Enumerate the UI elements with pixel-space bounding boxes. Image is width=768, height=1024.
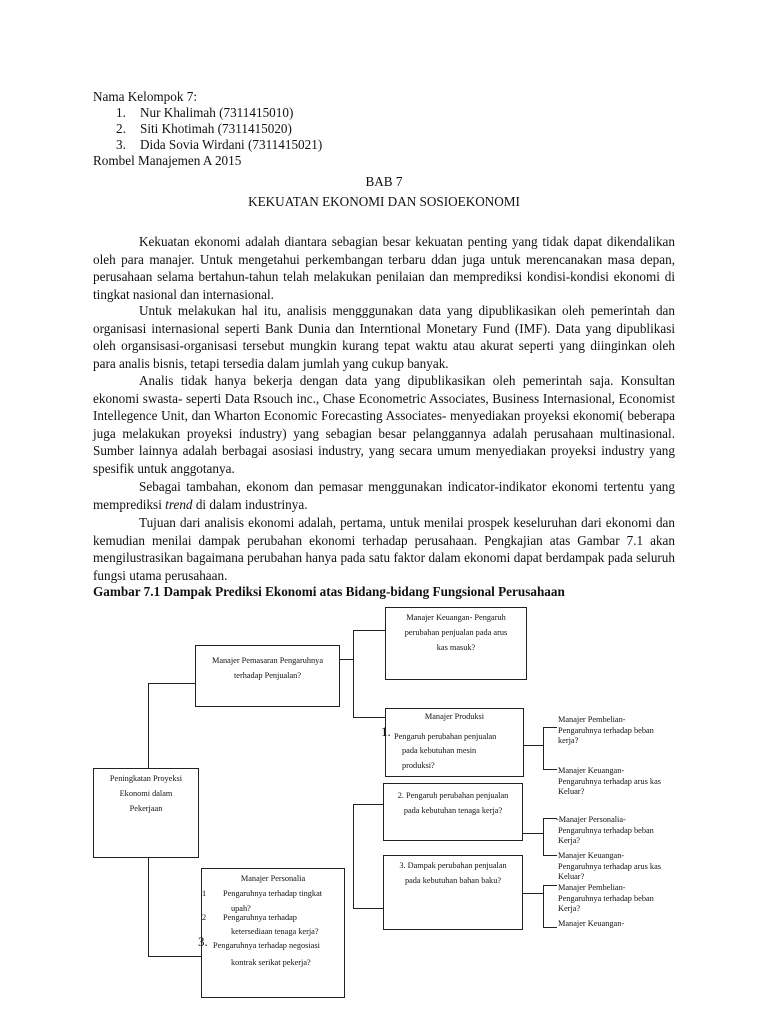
finance-line: kas masuk? — [436, 643, 476, 652]
production-num: 1. — [381, 724, 391, 739]
member-name: Nur Khalimah (7311415010) — [140, 105, 294, 120]
paragraph-4-italic: trend — [165, 496, 193, 512]
member-name: Dida Sovia Wirdani (7311415021) — [140, 137, 323, 152]
leaf-line: kerja? — [558, 736, 579, 745]
connector-line — [148, 683, 195, 684]
connector-line — [543, 727, 557, 728]
connector-line — [353, 908, 383, 909]
leaf-finance-1 — [558, 766, 661, 798]
personnel-line: Pengaruhnya terhadap — [223, 913, 297, 922]
leaf-finance-3 — [558, 919, 624, 930]
root-line: Pekerjaan — [129, 804, 163, 813]
leaf-line: Pengaruhnya terhadap beban — [558, 725, 654, 735]
personnel-num: 2 — [202, 913, 207, 922]
personnel-line: ketersediaan tenaga kerja? — [231, 927, 319, 936]
connector-line — [353, 630, 354, 717]
figure-caption: Gambar 7.1 Dampak Prediksi Ekonomi atas Bidang-bidang Fungsional Perusahaan — [93, 584, 565, 599]
personnel-title: Manajer Personalia — [240, 874, 306, 883]
leaf-line: Pengaruhnya terhadap beban — [558, 893, 654, 903]
personnel-manager-box — [198, 868, 345, 998]
leaf-line: Pengaruhnya terhadap arus kas — [558, 776, 661, 786]
personnel-num: 3. — [198, 934, 208, 949]
leaf-line: Manajer Pembelian- — [558, 715, 626, 724]
member-number: 2. — [116, 121, 126, 136]
production-title: Manajer Produksi — [424, 712, 485, 721]
connector-line — [543, 855, 557, 856]
paragraph-5: Tujuan dari analisis ekonomi adalah, pertama, untuk menilai prospek keseluruhan dari ekonomi dan kemudian menilai dampak perubahan ekonomi terhadap perusahaan. Pengkajian atas Gambar 7.1 akan mengilustrasikan bagaimana perubahan hanya pada satu faktor dalam ekonomi dapat berdampak pada seluruh fungsi utama perusahaan. — [93, 515, 675, 583]
personnel-line: kontrak serikat pekerja? — [231, 958, 311, 967]
leaf-line: Kerja? — [558, 836, 581, 845]
root-line: Peningkatan Proyeksi — [109, 774, 183, 783]
leaf-line: Manajer Keuangan- — [558, 766, 625, 775]
paragraph-4-text: Sebagai tambahan, ekonom dan pemasar menggunakan indicator-indikator ekonomi tertentu yang memprediksi — [93, 479, 675, 512]
marketing-line: terhadap Penjualan? — [233, 671, 302, 680]
connector-line — [543, 769, 557, 770]
connector-line — [543, 727, 544, 769]
leaf-line: Keluar? — [558, 787, 585, 796]
leaf-line: Kerja? — [558, 904, 581, 913]
member-name: Siti Khotimah (7311415020) — [140, 121, 292, 136]
paragraph-4 — [93, 478, 675, 513]
connector-line — [523, 745, 543, 746]
connector-line — [543, 818, 557, 819]
connector-line — [353, 804, 383, 805]
member-number: 3. — [116, 137, 126, 152]
personnel-line: upah? — [231, 904, 251, 913]
connector-line — [543, 885, 544, 927]
member-number: 1. — [116, 105, 126, 120]
leaf-line: Pengaruhnya terhadap beban — [558, 825, 654, 835]
finance-line: Manajer Keuangan- Pengaruh — [406, 613, 506, 622]
group-label: Nama Kelompok 7: — [93, 89, 198, 104]
personnel-line: Pengaruhnya terhadap negosiasi — [213, 941, 320, 950]
connector-line — [523, 893, 543, 894]
personnel-num: 1 — [202, 889, 207, 898]
root-box — [93, 768, 199, 858]
leaf-line: Pengaruhnya terhadap arus kas — [558, 861, 661, 871]
connector-line — [543, 927, 557, 928]
personnel-line: Pengaruhnya terhadap tingkat — [223, 889, 323, 898]
connector-line — [353, 717, 385, 718]
leaf-purchasing-1 — [558, 715, 654, 747]
production-line: Pengaruh perubahan penjualan — [394, 732, 497, 741]
chapter-title: KEKUATAN EKONOMI DAN SOSIOEKONOMI — [248, 194, 520, 209]
leaf-purchasing-2 — [558, 883, 654, 915]
root-line: Ekonomi dalam — [119, 789, 173, 798]
connector-line — [148, 683, 149, 768]
finance-line: perubahan penjualan pada arus — [404, 628, 508, 637]
paragraph-2: Untuk melakukan hal itu, analisis mengggunakan data yang dipublikasikan oleh pemerintah dan organisasi internasional seperti Bank Dunia dan Interntional Monetary Fund (IMF). Data yang dipublikasi oleh organsisasi-organisasi tersebut mungkin kurang tepat waktu atau akurat seperti yang diinginkan oleh para analis bisnis, tetapi tersedia dalam jumlah yang cukup banyak. — [93, 303, 675, 371]
finance-manager-box — [385, 607, 527, 680]
rombel-label: Rombel Manajemen A 2015 — [93, 153, 242, 168]
connector-line — [543, 885, 557, 886]
connector-line — [543, 818, 544, 855]
marketing-manager-box — [195, 645, 340, 707]
connector-line — [148, 858, 149, 956]
labor-line: 2. Pengaruh perubahan penjualan — [397, 791, 509, 800]
material-line: 3. Dampak perubahan penjualan — [399, 861, 507, 870]
marketing-line: Manajer Pemasaran Pengaruhnya — [211, 656, 324, 665]
chapter-number: BAB 7 — [365, 174, 403, 189]
leaf-finance-2 — [558, 851, 661, 883]
leaf-line: Manajer Pembelian- — [558, 883, 626, 892]
labor-needs-box — [383, 783, 523, 841]
leaf-line: -Manajer Personalia- — [556, 815, 626, 824]
connector-line — [148, 956, 201, 957]
material-line: pada kebutuhan bahan baku? — [404, 876, 502, 885]
paragraph-1: Kekuatan ekonomi adalah diantara sebagian besar kekuatan penting yang tidak dapat dikendalikan oleh para manajer. Untuk mengetahui perkembangan terbaru ddan juga untuk merencanakan masa depan, perusahaan selama bertahun-tahun telah melakukan penilaian dan memprediksi kondisi-kondisi ekonomi di tingkat nasional dan internasional. — [93, 234, 675, 302]
leaf-line: Manajer Keuangan- — [558, 919, 625, 928]
labor-line: pada kebutuhan tenaga kerja? — [403, 806, 503, 815]
raw-material-box — [383, 855, 523, 930]
connector-line — [339, 659, 353, 660]
production-line: pada kebutuhan mesin — [402, 746, 477, 755]
connector-line — [353, 630, 385, 631]
paragraph-3: Analis tidak hanya bekerja dengan data yang dipublikasikan oleh pemerintah saja. Konsultan ekonomi swasta- seperti Data Rsouch inc., Chase Econometric Associates, Business Internasional, Economist Intellegence Unit, dan Wharton Economic Forecasting Associates- menyediakan proyeksi ekonomi( beberapa juga melakukan proyeksi industry) yang sebagian besar pelanggannya adalah perusahaan multinasional. Sumber lainnya adalah berbagai asosiasi industry, yang secara umum menyediakan proyeksi industry yang spesifik untuk anggotanya. — [93, 373, 675, 476]
paragraph-4-text-end: di dalam industrinya. — [192, 496, 308, 512]
production-line: produksi? — [402, 761, 435, 770]
leaf-line: Keluar? — [558, 872, 585, 881]
leaf-personnel — [556, 815, 654, 847]
production-manager-box — [381, 708, 524, 777]
leaf-line: Manajer Keuangan- — [558, 851, 625, 860]
connector-line — [523, 833, 543, 834]
connector-line — [353, 804, 354, 908]
